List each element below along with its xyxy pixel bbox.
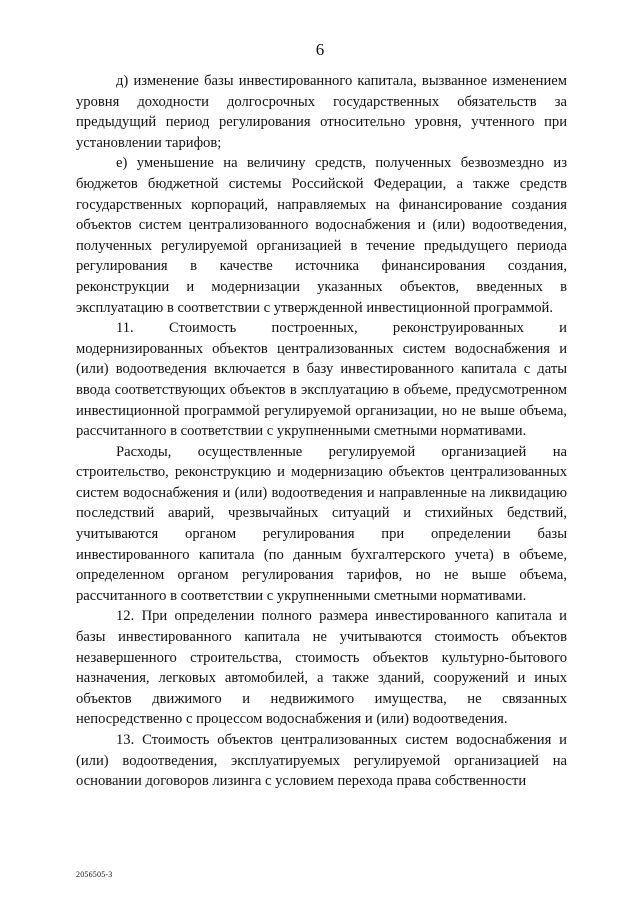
paragraph-12-excluded-objects: 12. При определении полного размера инвестированного капитала и базы инвестированного капитала не учитываются стоимость объектов незавершенного строительства, стоимость объектов культурно-бытового назначения, легковых автомобилей, а также зданий, сооружений и иных объектов движимого и недвижимого имущества, не связанных непосредственно с процессом водоснабжения и (или) водоотведения.	[76, 608, 567, 728]
paragraph-d-investment-base-change: д) изменение базы инвестированного капитала, вызванное изменением уровня доходности долгосрочных государственных обязательств за предыдущий период регулирования относительно уровня, учтенного при установлении тарифов;	[76, 73, 567, 151]
paragraph-11-objects-cost: 11. Стоимость построенных, реконструированных и модернизированных объектов централизованных систем водоснабжения и (или) водоотведения включается в базу инвестированного капитала с даты ввода соответствующих объектов в эксплуатацию в объеме, предусмотренном инвестиционной программой регулируемой организации, но не выше объема, рассчитанного в соответствии с укрупненными сметными нормативами.	[76, 320, 567, 440]
paragraph-emergency-expenses: Расходы, осуществленные регулируемой организацией на строительство, реконструкцию и модернизацию объектов централизованных систем водоснабжения и (или) водоотведения и направленные на ликвидацию последствий аварий, чрезвычайных ситуаций и стихийных бедствий, учитываются органом регулирования при определении базы инвестированного капитала (по данным бухгалтерского учета) в объеме, определенном органом регулирования тарифов, но не выше объема, рассчитанного в соответствии с укрупненными сметными нормативами.	[76, 443, 567, 604]
paragraph-e-budget-funds-reduction: е) уменьшение на величину средств, полученных безвозмездно из бюджетов бюджетной системы Российской Федерации, а также средств государственных корпораций, направляемых на финансирование создания объектов систем централизованного водоснабжения и (или) водоотведения, полученных регулируемой организацией в течение предыдущего периода регулирования в качестве источника финансирования создания, реконструкции и модернизации указанных объектов, введенных в эксплуатацию в соответствии с утвержденной инвестиционной программой.	[76, 155, 567, 316]
document-body	[76, 71, 567, 792]
page-number: 6	[315, 40, 325, 59]
paragraph-13-leasing-objects: 13. Стоимость объектов централизованных систем водоснабжения и (или) водоотведения, эксплуатируемых регулируемой организацией на основании договоров лизинга с условием перехода права собственности	[76, 732, 567, 790]
document-code: 2056505-3	[76, 870, 113, 879]
